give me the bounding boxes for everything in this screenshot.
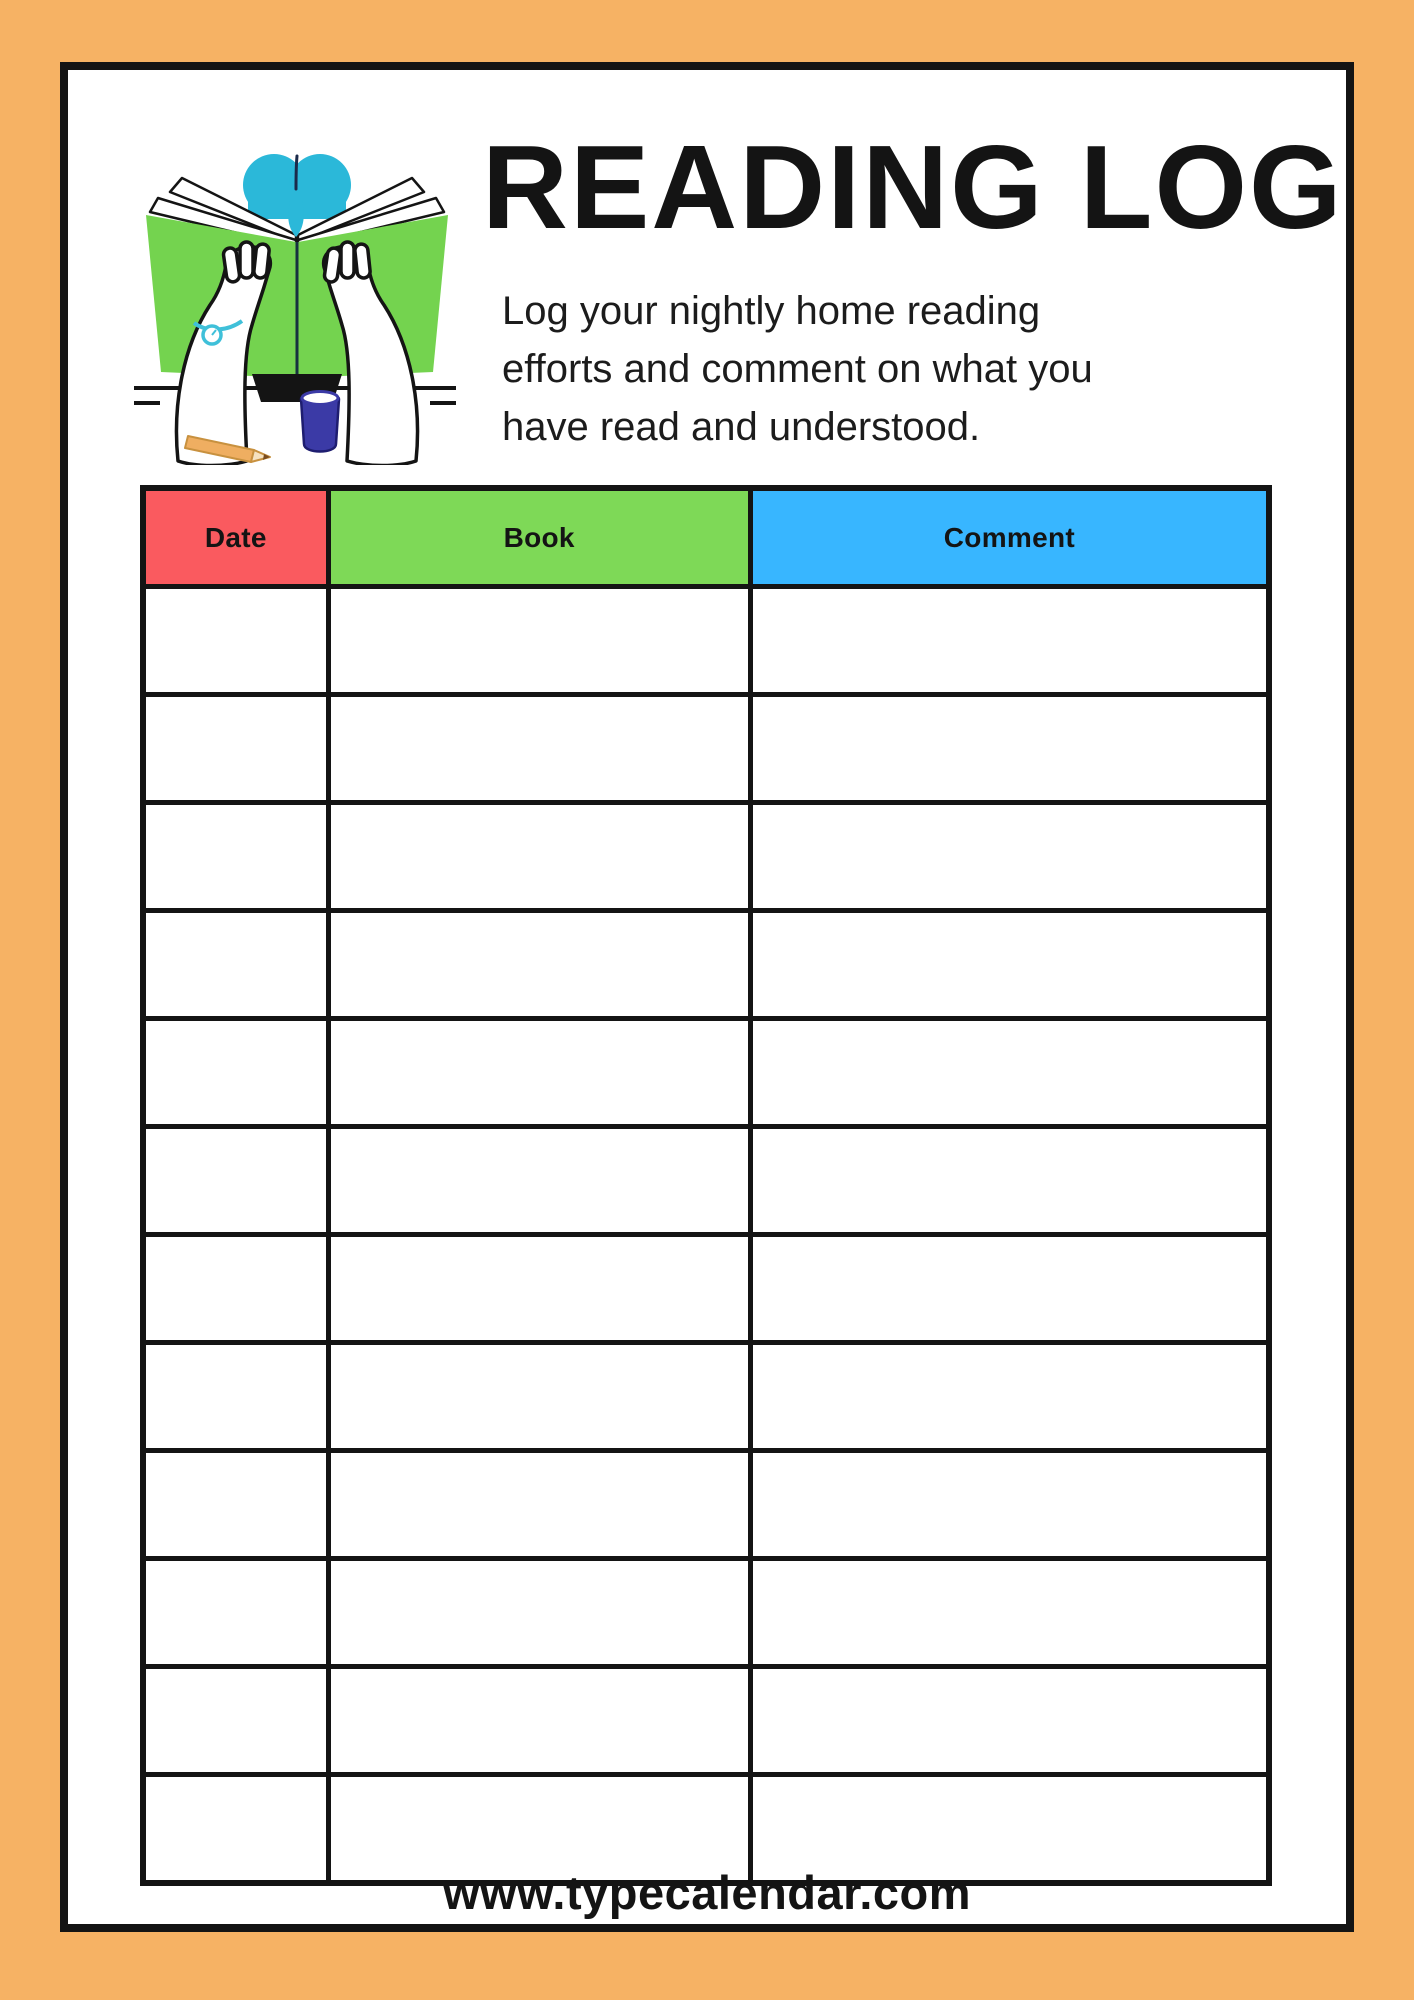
footer-website: www.typecalendar.com <box>442 1866 972 1919</box>
log-cell-comment[interactable] <box>750 1559 1269 1667</box>
subtitle-line-3: have read and understood. <box>502 405 981 449</box>
log-cell-date[interactable] <box>143 1559 328 1667</box>
log-cell-date[interactable] <box>143 1235 328 1343</box>
page-subtitle <box>502 282 1093 456</box>
person-reading-illustration <box>130 145 460 465</box>
log-cell-book[interactable] <box>328 587 750 695</box>
log-cell-comment[interactable] <box>750 1451 1269 1559</box>
table-row <box>143 587 1269 695</box>
log-cell-date[interactable] <box>143 1019 328 1127</box>
table-row <box>143 1451 1269 1559</box>
table-row <box>143 1127 1269 1235</box>
log-cell-date[interactable] <box>143 803 328 911</box>
column-header-book: Book <box>328 488 750 587</box>
reading-log-table <box>140 485 1272 1886</box>
table-row <box>143 911 1269 1019</box>
header-row <box>143 488 1269 587</box>
log-cell-book[interactable] <box>328 1343 750 1451</box>
log-cell-date[interactable] <box>143 587 328 695</box>
log-cell-book[interactable] <box>328 1235 750 1343</box>
log-cell-date[interactable] <box>143 1667 328 1775</box>
log-cell-comment[interactable] <box>750 1343 1269 1451</box>
log-cell-book[interactable] <box>328 1559 750 1667</box>
reading-log-table-wrap <box>140 485 1272 1886</box>
table-row <box>143 1343 1269 1451</box>
table-row <box>143 1019 1269 1127</box>
column-header-comment: Comment <box>750 488 1269 587</box>
log-rows <box>143 587 1269 1884</box>
log-cell-date[interactable] <box>143 1127 328 1235</box>
table-row <box>143 1559 1269 1667</box>
column-header-date: Date <box>143 488 328 587</box>
log-cell-comment[interactable] <box>750 911 1269 1019</box>
cup-icon <box>301 392 339 452</box>
log-cell-comment[interactable] <box>750 1667 1269 1775</box>
log-cell-comment[interactable] <box>750 1127 1269 1235</box>
log-cell-book[interactable] <box>328 803 750 911</box>
log-cell-book[interactable] <box>328 695 750 803</box>
log-cell-book[interactable] <box>328 1019 750 1127</box>
log-cell-comment[interactable] <box>750 803 1269 911</box>
table-row <box>143 695 1269 803</box>
table-row <box>143 1667 1269 1775</box>
log-cell-comment[interactable] <box>750 1019 1269 1127</box>
page-title: READING LOG <box>482 121 1344 254</box>
subtitle-line-2: efforts and comment on what you <box>502 347 1093 391</box>
table-row <box>143 1235 1269 1343</box>
log-cell-date[interactable] <box>143 1451 328 1559</box>
log-cell-date[interactable] <box>143 911 328 1019</box>
log-cell-book[interactable] <box>328 1451 750 1559</box>
log-cell-book[interactable] <box>328 1127 750 1235</box>
table-row <box>143 803 1269 911</box>
log-cell-date[interactable] <box>143 695 328 803</box>
log-cell-date[interactable] <box>143 1343 328 1451</box>
page-sheet <box>60 62 1354 1932</box>
log-cell-book[interactable] <box>328 1667 750 1775</box>
log-cell-comment[interactable] <box>750 695 1269 803</box>
log-cell-comment[interactable] <box>750 1235 1269 1343</box>
log-cell-book[interactable] <box>328 911 750 1019</box>
subtitle-line-1: Log your nightly home reading <box>502 289 1041 333</box>
log-cell-comment[interactable] <box>750 587 1269 695</box>
